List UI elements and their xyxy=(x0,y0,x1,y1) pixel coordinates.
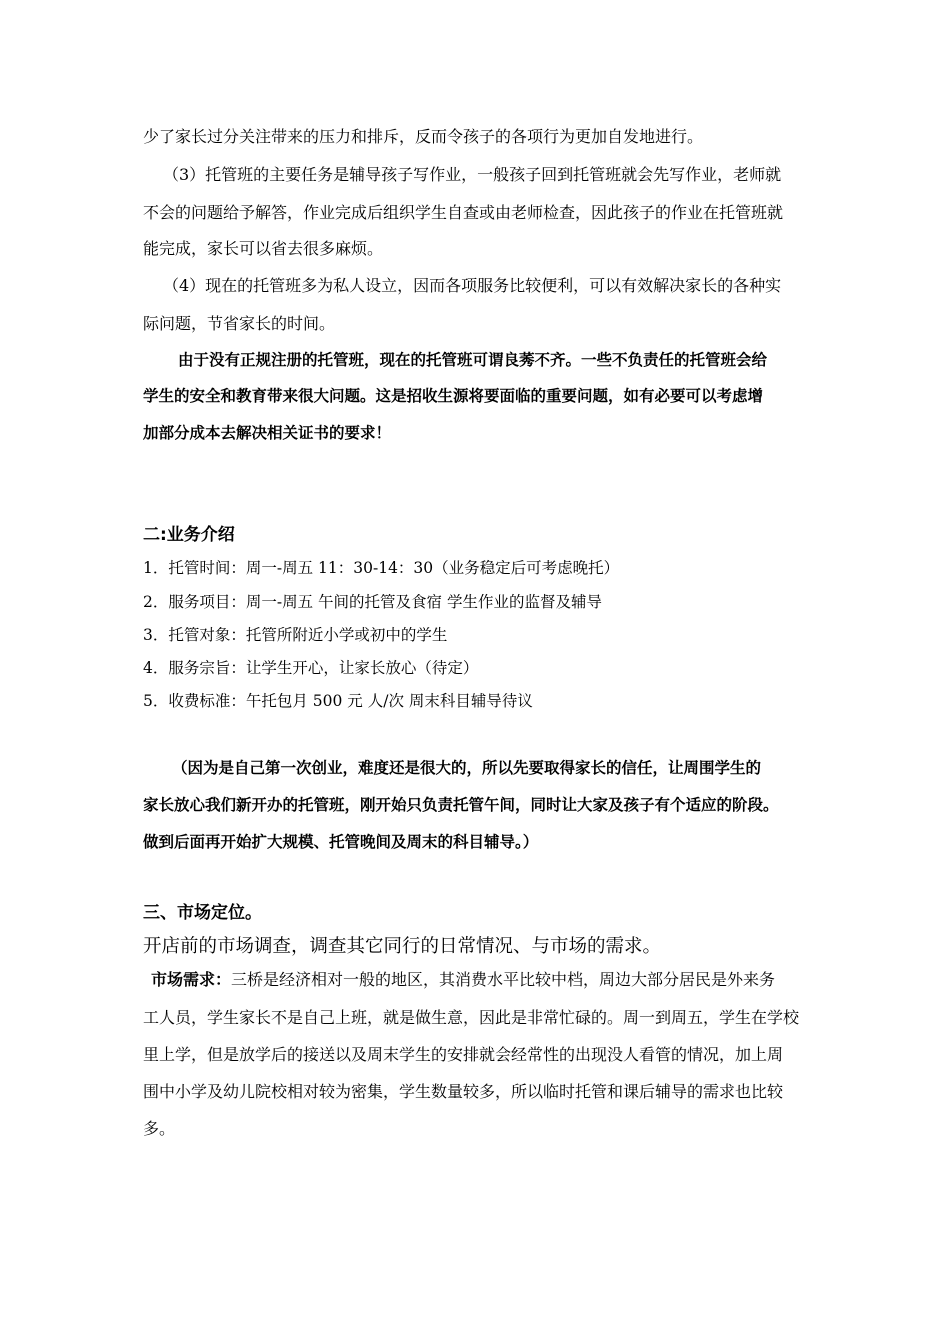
point-3-line-1: （3）托管班的主要任务是辅导孩子写作业，一般孩子回到托管班就会先写作业，老师就 xyxy=(163,165,782,184)
section-3-heading: 三、市场定位。 xyxy=(143,903,262,923)
service-item-5: 5．收费标准：午托包月 500 元 人/次 周末科目辅导待议 xyxy=(143,692,533,710)
point-3-line-2: 不会的问题给予解答，作业完成后组织学生自查或由老师检查，因此孩子的作业在托管班就 xyxy=(143,203,784,222)
service-item-2: 2．服务项目：周一-周五 午间的托管及食宿 学生作业的监督及辅导 xyxy=(143,593,602,611)
market-demand-line-5: 多。 xyxy=(143,1119,176,1138)
section-2-heading: 二:业务介绍 xyxy=(143,525,235,545)
market-demand-label: 市场需求： xyxy=(151,970,232,989)
intro-paragraph-line: 少了家长过分关注带来的压力和排斥，反而令孩子的各项行为更加自发地进行。 xyxy=(143,127,704,146)
market-demand-line-1 xyxy=(151,970,775,990)
service-item-1: 1．托管时间：周一-周五 11：30-14：30（业务稳定后可考虑晚托） xyxy=(143,559,620,577)
section-2-note-line-1: （因为是自己第一次创业，难度还是很大的，所以先要取得家长的信任，让周围学生的 xyxy=(172,759,762,777)
market-demand-line-3: 里上学，但是放学后的接送以及周末学生的安排就会经常性的出现没人看管的情况，加上周 xyxy=(143,1045,784,1064)
section-2-note-line-2: 家长放心我们新开办的托管班，刚开始只负责托管午间，同时让大家及孩子有个适应的阶段。 xyxy=(143,796,779,814)
service-item-3: 3．托管对象：托管所附近小学或初中的学生 xyxy=(143,626,448,644)
warning-line-3: 加部分成本去解决相关证书的要求！ xyxy=(143,424,392,442)
section-2-note-line-3: 做到后面再开始扩大规模、托管晚间及周末的科目辅导。） xyxy=(143,833,539,851)
warning-line-1: 由于没有正规注册的托管班，现在的托管班可谓良莠不齐。一些不负责任的托管班会给 xyxy=(178,351,768,369)
market-demand-line-4: 围中小学及幼儿院校相对较为密集，学生数量较多，所以临时托管和课后辅导的需求也比较 xyxy=(143,1082,784,1101)
market-demand-text: 三桥是经济相对一般的地区，其消费水平比较中档，周边大部分居民是外来务 xyxy=(231,970,776,989)
service-item-4: 4．服务宗旨：让学生开心，让家长放心（待定） xyxy=(143,659,479,677)
market-demand-line-2: 工人员，学生家长不是自己上班，就是做生意，因此是非常忙碌的。周一到周五，学生在学校 xyxy=(143,1008,800,1027)
point-4-line-1: （4）现在的托管班多为私人设立，因而各项服务比较便利，可以有效解决家长的各种实 xyxy=(163,276,782,295)
warning-line-2: 学生的安全和教育带来很大问题。这是招收生源将要面临的重要问题，如有必要可以考虑增 xyxy=(143,387,764,405)
point-3-line-3: 能完成，家长可以省去很多麻烦。 xyxy=(143,239,384,258)
section-3-subheading: 开店前的市场调查，调查其它同行的日常情况、与市场的需求。 xyxy=(143,936,662,957)
point-4-line-2: 际问题，节省家长的时间。 xyxy=(143,314,336,333)
